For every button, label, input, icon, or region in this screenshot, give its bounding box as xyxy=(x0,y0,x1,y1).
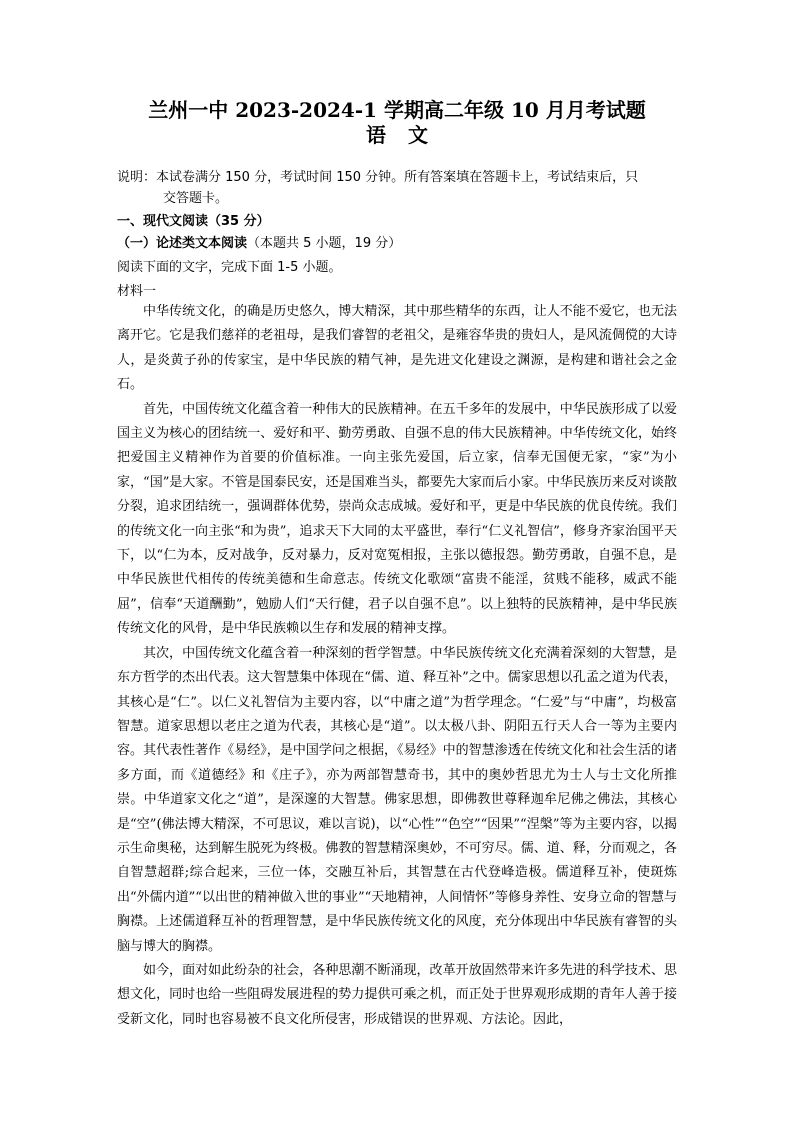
instructions-text-continued: 交答题卡。 xyxy=(163,191,229,206)
passage-paragraph: 首先，中国传统文化蕴含着一种伟大的民族精神。在五千多年的发展中，中华民族形成了以爱国主义为核心的团结统一、爱好和平、勤劳勇敢、自强不息的伟大民族精神。中华传统文化，始终把爱国主义精神作为首要的价值标准。一向主张先爱国，后立家，信奉无国便无家，“家”为小家，“国”是大家。不管是国泰民安，还是国难当头，都要先大家而后小家。中华民族历来反对谈散分裂，追求团结统一，强调群体优势，崇尚众志成城。爱好和平，更是中华民族的优良传统。我们的传统文化一向主张“和为贵”，追求天下大同的太平盛世，奉行“仁义礼智信”，修身齐家治国平天下，以“仁为本，反对战争，反对暴力，反对宽冤相报，主张以德报怨。勤劳勇敢，自强不息，是中华民族世代相传的传统美德和生命意志。传统文化歌颂“富贵不能淫，贫贱不能移，威武不能屈”，信奉“天道酬勤”，勉励人们“天行健，君子以自强不息”。以上独特的民族精神，是中华民族传统文化的风骨，是中华民族赖以生存和发展的精神支撑。 xyxy=(117,401,677,637)
reading-directions: 阅读下面的文字，完成下面 1-5 小题。 xyxy=(117,260,342,275)
passage-paragraph: 如今，面对如此纷杂的社会，各种思潮不断涌现，改革开放固然带来许多先进的科学技术、思想文化，同时也给一些阻碍发展进程的势力提供可乘之机，而正处于世界观形成期的青年人善于接受新文化，同时也容易被不良文化所侵害，形成错误的世界观、方法论。因此， xyxy=(117,962,677,1027)
sub-section-detail: （本题共 5 小题，19 分） xyxy=(247,236,402,251)
passage-paragraph: 中华传统文化，的确是历史悠久，博大精深，其中那些精华的东西，让人不能不爱它，也无法离开它。它是我们慈祥的老祖母，是我们睿智的老祖父，是雍容华贵的贵妇人，是风流倜傥的大诗人，是炎黄子孙的传家宝，是中华民族的精气神，是先进文化建设之渊源，是构建和谐社会之金石。 xyxy=(117,304,677,393)
material-label: 材料一 xyxy=(117,284,157,299)
instructions xyxy=(117,167,677,209)
instructions-text: 说明：本试卷满分 150 分，考试时间 150 分钟。所有答案填在答题卡上，考试结束后，只 xyxy=(117,170,639,185)
passage xyxy=(117,300,677,1032)
sub-section-title: （一）论述类文本阅读 xyxy=(117,236,248,251)
subject-title: 语文 xyxy=(366,123,450,147)
section-heading: 一、现代文阅读（35 分） xyxy=(117,214,270,229)
sub-section-heading xyxy=(117,233,401,254)
passage-paragraph: 其次，中国传统文化蕴含着一种深刻的哲学智慧。中华民族传统文化充满着深刻的大智慧，是东方哲学的杰出代表。这大智慧集中体现在“儒、道、释互补”之中。儒家思想以孔孟之道为代表，其核心是“仁”。以仁义礼智信为主要内容，以“中庸之道”为哲学理念。“仁爱”与“中庸”，均极富智慧。道家思想以老庄之道为代表，其核心是“道”。以太极八卦、阴阳五行天人合一等为主要内容。其代表性著作《易经》，是中国学问之根据，《易经》中的智慧渗透在传统文化和社会生活的诸多方面，而《道德经》和《庄子》，亦为两部智慧奇书，其中的奥妙哲思尤为士人与士文化所推崇。中华道家文化之“道”，是深邃的大智慧。佛家思想，即佛教世尊释迦牟尼佛之佛法，其核心是“空”(佛法博大精深，不可思议，难以言说)，以“心性”“色空”“因果”“涅槃”等为主要内容，以揭示生命奥秘，达到解生脱死为终极。佛教的智慧精深奥妙，不可穷尽。儒、道、释，分而观之，各自智慧超群;综合起来，三位一体，交融互补后，其智慧在古代登峰造极。儒道释互补，使斑炼出“外儒内道”“以出世的精神做入世的事业”“天地精神，人间情怀”等修身养性、安身立命的智慧与胸襟。上述儒道释互补的哲理智慧，是中华民族传统文化的风度，充分体现出中华民族有睿智的头脑与博大的胸襟。 xyxy=(117,645,677,954)
exam-title: 兰州一中 2023-2024-1 学期高二年级 10 月月考试题 xyxy=(148,98,646,122)
